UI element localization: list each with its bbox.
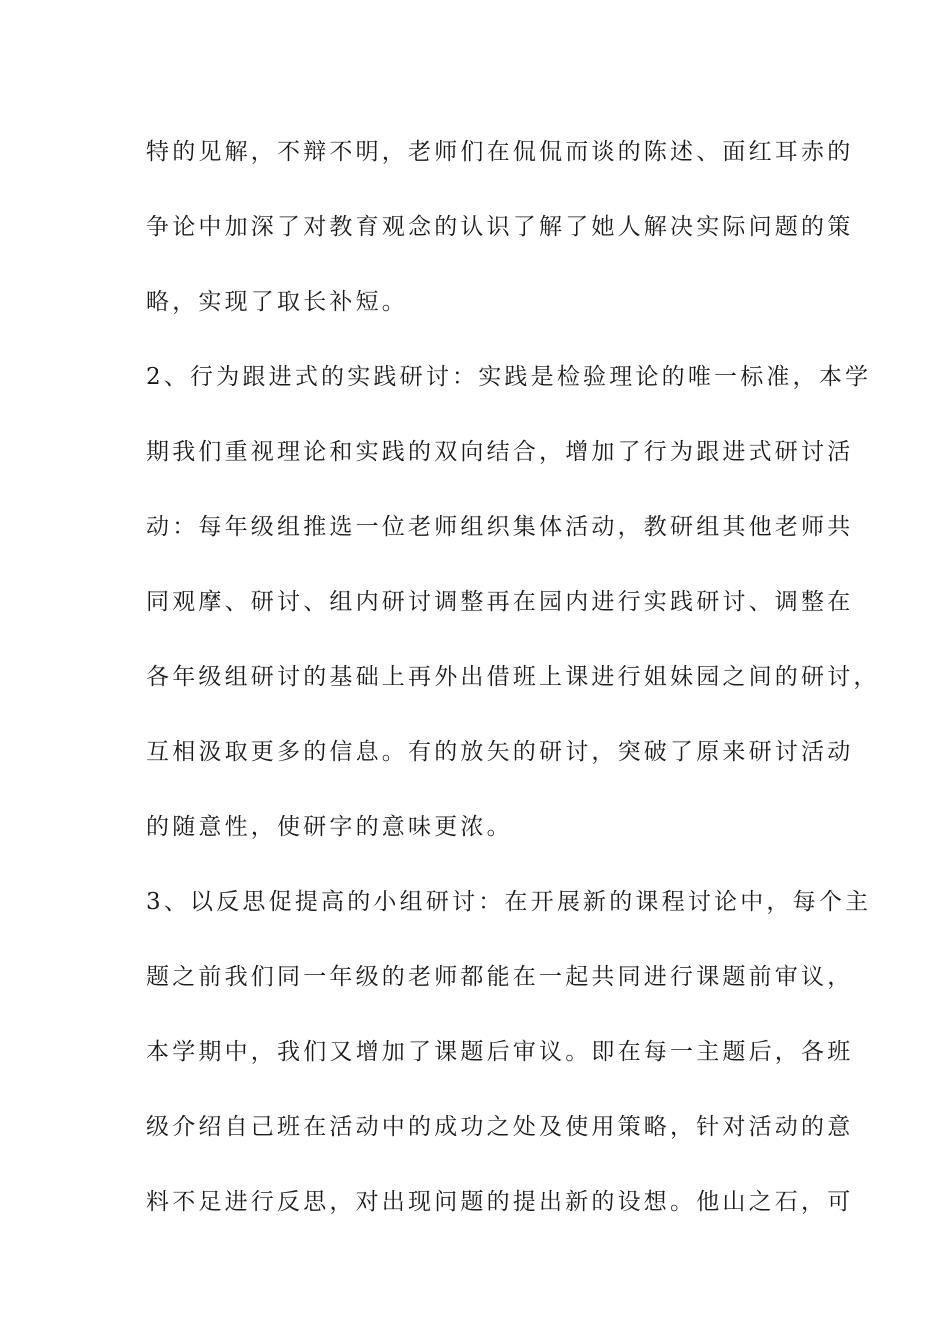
text-line: 料不足进行反思，对出现问题的提出新的设想。他山之石，可 [146, 1189, 854, 1215]
text-line: 2、行为跟进式的实践研讨：实践是检验理论的唯一标准，本学 [146, 364, 872, 390]
text-line: 互相汲取更多的信息。有的放矢的研讨，突破了原来研讨活动 [146, 739, 854, 765]
text-line: 本学期中，我们又增加了课题后审议。即在每一主题后，各班 [146, 1039, 854, 1065]
text-line: 特的见解，不辩不明，老师们在侃侃而谈的陈述、面红耳赤的 [146, 139, 854, 165]
text-line: 题之前我们同一年级的老师都能在一起共同进行课题前审议， [146, 964, 854, 990]
text-line: 动：每年级组推选一位老师组织集体活动，教研组其他老师共 [146, 514, 854, 540]
text-line: 各年级组研讨的基础上再外出借班上课进行姐妹园之间的研讨， [146, 664, 880, 690]
text-line: 3、以反思促提高的小组研讨：在开展新的课程讨论中，每个主 [146, 889, 872, 915]
text-line: 略，实现了取长补短。 [146, 289, 408, 315]
text-line: 的随意性，使研字的意味更浓。 [146, 814, 513, 840]
text-line: 级介绍自己班在活动中的成功之处及使用策略，针对活动的意 [146, 1114, 854, 1140]
text-line: 同观摩、研讨、组内研讨调整再在园内进行实践研讨、调整在 [146, 589, 854, 615]
text-line: 争论中加深了对教育观念的认识了解了她人解决实际问题的策 [146, 214, 854, 240]
text-line: 期我们重视理论和实践的双向结合，增加了行为跟进式研讨活 [146, 439, 854, 465]
